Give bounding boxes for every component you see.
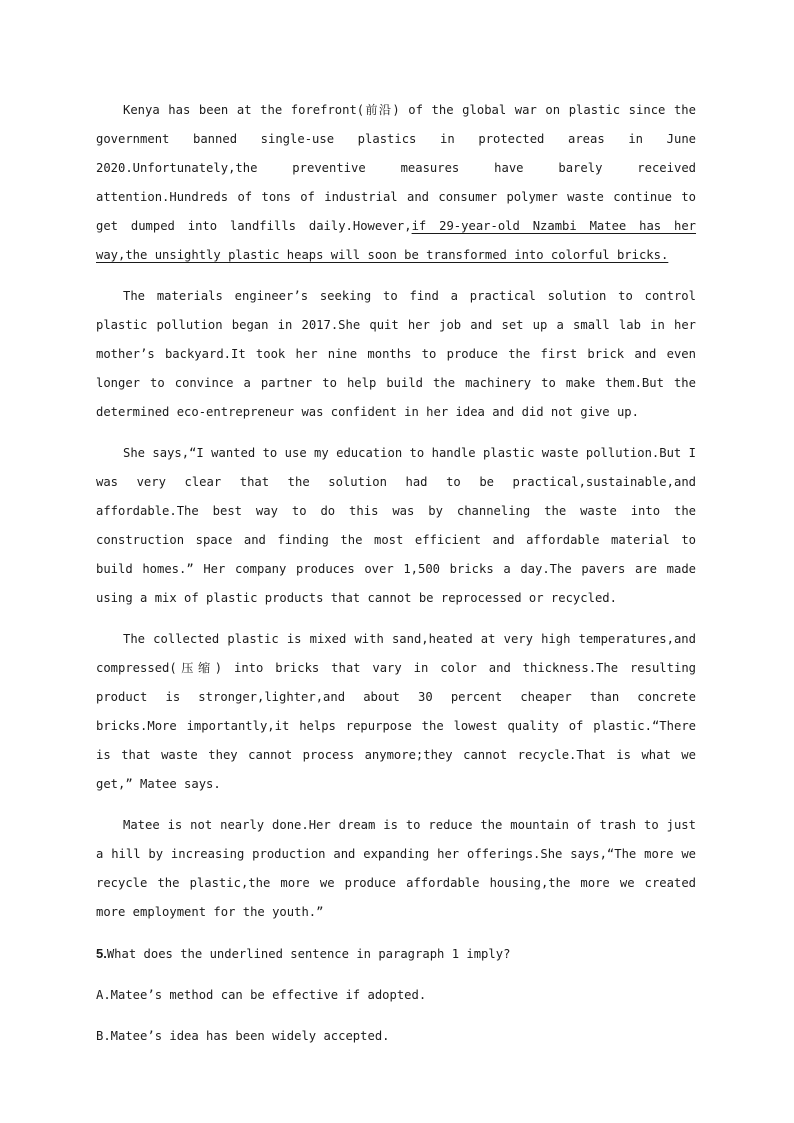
paragraph-2-text: The materials engineer’s seeking to find a practical solution to control plastic pollution began in 2017.She quit her job and set up a small lab in her mother’s backyard.It took her nine months to produce the first brick and even longer to convince a partner to help build the machinery to make them.But the determined eco-entrepreneur was confident in her idea and did not give up. <box>96 289 696 419</box>
paragraph-3-text: She says,“I wanted to use my education to handle plastic waste pollution.But I was very clear that the solution had to be practical,sustainable,and affordable.The best way to do this was by channeling the waste into the construction space and finding the most efficient and affordable material to build homes.” Her company produces over 1,500 bricks a day.The pavers are made using a mix of plastic products that cannot be reprocessed or recycled. <box>96 446 696 605</box>
document-page <box>96 96 696 1063</box>
question-5 <box>96 939 696 969</box>
paragraph-5 <box>96 811 696 927</box>
paragraph-1 <box>96 96 696 270</box>
underlined-sentence: if 29-year-old Nzambi Matee has her way,the unsightly plastic heaps will soon be transformed into colorful bricks. <box>96 219 697 262</box>
option-a[interactable]: A.Matee’s method can be effective if adopted. <box>96 988 427 1002</box>
option-b[interactable]: B.Matee’s idea has been widely accepted. <box>96 1029 390 1043</box>
paragraph-4 <box>96 625 696 799</box>
paragraph-3 <box>96 439 696 613</box>
question-number: 5. <box>96 946 107 961</box>
paragraph-1-text: Kenya has been at the forefront(前沿) of the global war on plastic since the government banned single-use plastics in protected areas in June 2020.Unfortunately,the preventive measures have barely received attention.Hundreds of tons of industrial and consumer polymer waste continue to get dumped into landfills daily.However, <box>96 103 696 233</box>
question-text: What does the underlined sentence in paragraph 1 imply? <box>106 947 511 961</box>
paragraph-2 <box>96 282 696 427</box>
paragraph-5-text: Matee is not nearly done.Her dream is to reduce the mountain of trash to just a hill by increasing production and expanding her offerings.She says,“The more we recycle the plastic,the more we produce affordable housing,the more we created more employment for the youth.” <box>96 818 696 919</box>
paragraph-4-text: The collected plastic is mixed with sand,heated at very high temperatures,and compressed(压缩) into bricks that vary in color and thickness.The resulting product is stronger,lighter,and about 30 percent cheaper than concrete bricks.More importantly,it helps repurpose the lowest quality of plastic.“There is that waste they cannot process anymore;they cannot recycle.That is what we get,” Matee says. <box>96 632 696 791</box>
